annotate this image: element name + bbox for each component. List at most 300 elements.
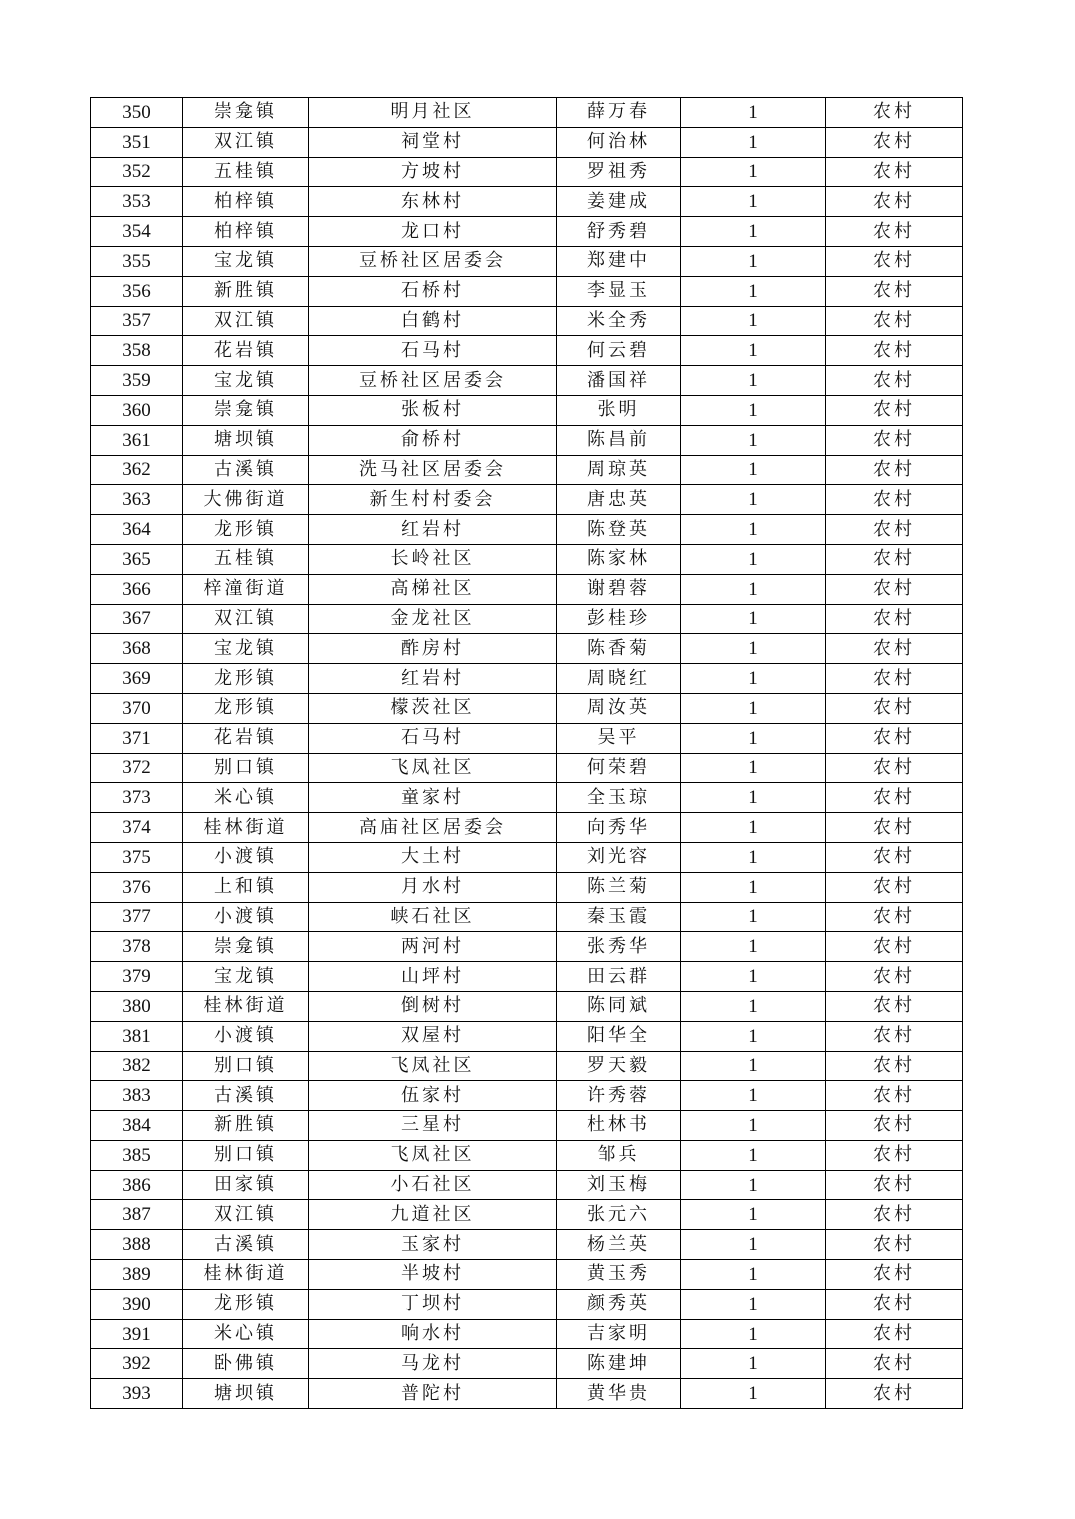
town-cell: 崇龛镇 bbox=[183, 932, 309, 962]
category-cell: 农村 bbox=[826, 753, 963, 783]
name-cell: 郑建中 bbox=[557, 246, 681, 276]
count-cell: 1 bbox=[681, 455, 826, 485]
name-cell: 吉家明 bbox=[557, 1319, 681, 1349]
town-cell: 大佛街道 bbox=[183, 485, 309, 515]
row-number-cell: 367 bbox=[91, 604, 183, 634]
count-cell: 1 bbox=[681, 1111, 826, 1141]
village-cell: 檬茨社区 bbox=[309, 693, 557, 723]
row-number-cell: 391 bbox=[91, 1319, 183, 1349]
count-cell: 1 bbox=[681, 1230, 826, 1260]
row-number-cell: 386 bbox=[91, 1170, 183, 1200]
name-cell: 唐忠英 bbox=[557, 485, 681, 515]
table-row bbox=[91, 693, 963, 723]
village-cell: 豆桥社区居委会 bbox=[309, 246, 557, 276]
category-cell: 农村 bbox=[826, 425, 963, 455]
village-cell: 月水村 bbox=[309, 872, 557, 902]
town-cell: 古溪镇 bbox=[183, 1230, 309, 1260]
category-cell: 农村 bbox=[826, 366, 963, 396]
category-cell: 农村 bbox=[826, 723, 963, 753]
name-cell: 周琼英 bbox=[557, 455, 681, 485]
table-row bbox=[91, 813, 963, 843]
category-cell: 农村 bbox=[826, 1230, 963, 1260]
count-cell: 1 bbox=[681, 991, 826, 1021]
count-cell: 1 bbox=[681, 842, 826, 872]
count-cell: 1 bbox=[681, 872, 826, 902]
village-cell: 红岩村 bbox=[309, 515, 557, 545]
name-cell: 米全秀 bbox=[557, 306, 681, 336]
name-cell: 向秀华 bbox=[557, 813, 681, 843]
name-cell: 姜建成 bbox=[557, 187, 681, 217]
row-number-cell: 376 bbox=[91, 872, 183, 902]
village-cell: 响水村 bbox=[309, 1319, 557, 1349]
town-cell: 柏梓镇 bbox=[183, 187, 309, 217]
village-cell: 新生村村委会 bbox=[309, 485, 557, 515]
village-cell: 童家村 bbox=[309, 783, 557, 813]
town-cell: 双江镇 bbox=[183, 306, 309, 336]
row-number-cell: 354 bbox=[91, 217, 183, 247]
village-cell: 伍家村 bbox=[309, 1081, 557, 1111]
name-cell: 黄玉秀 bbox=[557, 1260, 681, 1290]
village-cell: 张板村 bbox=[309, 395, 557, 425]
table-row bbox=[91, 98, 963, 128]
count-cell: 1 bbox=[681, 246, 826, 276]
table-row bbox=[91, 962, 963, 992]
category-cell: 农村 bbox=[826, 574, 963, 604]
village-cell: 飞凤社区 bbox=[309, 753, 557, 783]
village-cell: 红岩村 bbox=[309, 664, 557, 694]
category-cell: 农村 bbox=[826, 1379, 963, 1409]
name-cell: 陈昌前 bbox=[557, 425, 681, 455]
name-cell: 何治林 bbox=[557, 127, 681, 157]
table-row bbox=[91, 1170, 963, 1200]
village-cell: 丁坝村 bbox=[309, 1289, 557, 1319]
village-cell: 山坪村 bbox=[309, 962, 557, 992]
count-cell: 1 bbox=[681, 604, 826, 634]
category-cell: 农村 bbox=[826, 842, 963, 872]
count-cell: 1 bbox=[681, 1319, 826, 1349]
count-cell: 1 bbox=[681, 157, 826, 187]
village-cell: 马龙村 bbox=[309, 1349, 557, 1379]
name-cell: 秦玉霞 bbox=[557, 902, 681, 932]
town-cell: 崇龛镇 bbox=[183, 98, 309, 128]
row-number-cell: 380 bbox=[91, 991, 183, 1021]
count-cell: 1 bbox=[681, 425, 826, 455]
count-cell: 1 bbox=[681, 783, 826, 813]
town-cell: 梓潼街道 bbox=[183, 574, 309, 604]
count-cell: 1 bbox=[681, 932, 826, 962]
count-cell: 1 bbox=[681, 634, 826, 664]
row-number-cell: 359 bbox=[91, 366, 183, 396]
count-cell: 1 bbox=[681, 127, 826, 157]
village-cell: 高庙社区居委会 bbox=[309, 813, 557, 843]
village-cell: 高梯社区 bbox=[309, 574, 557, 604]
town-cell: 宝龙镇 bbox=[183, 962, 309, 992]
table-row bbox=[91, 1230, 963, 1260]
table-row bbox=[91, 1319, 963, 1349]
table-row bbox=[91, 455, 963, 485]
row-number-cell: 378 bbox=[91, 932, 183, 962]
row-number-cell: 353 bbox=[91, 187, 183, 217]
count-cell: 1 bbox=[681, 187, 826, 217]
category-cell: 农村 bbox=[826, 127, 963, 157]
town-cell: 小渡镇 bbox=[183, 902, 309, 932]
row-number-cell: 351 bbox=[91, 127, 183, 157]
village-cell: 倒树村 bbox=[309, 991, 557, 1021]
category-cell: 农村 bbox=[826, 157, 963, 187]
name-cell: 全玉琼 bbox=[557, 783, 681, 813]
town-cell: 崇龛镇 bbox=[183, 395, 309, 425]
village-cell: 金龙社区 bbox=[309, 604, 557, 634]
row-number-cell: 363 bbox=[91, 485, 183, 515]
table-row bbox=[91, 783, 963, 813]
name-cell: 田云群 bbox=[557, 962, 681, 992]
count-cell: 1 bbox=[681, 902, 826, 932]
row-number-cell: 377 bbox=[91, 902, 183, 932]
category-cell: 农村 bbox=[826, 991, 963, 1021]
name-cell: 张秀华 bbox=[557, 932, 681, 962]
table-row bbox=[91, 574, 963, 604]
town-cell: 柏梓镇 bbox=[183, 217, 309, 247]
table-row bbox=[91, 902, 963, 932]
count-cell: 1 bbox=[681, 336, 826, 366]
name-cell: 薛万春 bbox=[557, 98, 681, 128]
row-number-cell: 382 bbox=[91, 1051, 183, 1081]
name-cell: 张明 bbox=[557, 395, 681, 425]
count-cell: 1 bbox=[681, 366, 826, 396]
town-cell: 米心镇 bbox=[183, 783, 309, 813]
category-cell: 农村 bbox=[826, 306, 963, 336]
name-cell: 陈家林 bbox=[557, 544, 681, 574]
table-row bbox=[91, 1081, 963, 1111]
village-cell: 双屋村 bbox=[309, 1021, 557, 1051]
count-cell: 1 bbox=[681, 664, 826, 694]
village-cell: 峡石社区 bbox=[309, 902, 557, 932]
category-cell: 农村 bbox=[826, 664, 963, 694]
town-cell: 龙形镇 bbox=[183, 693, 309, 723]
name-cell: 李显玉 bbox=[557, 276, 681, 306]
count-cell: 1 bbox=[681, 1170, 826, 1200]
name-cell: 阳华全 bbox=[557, 1021, 681, 1051]
name-cell: 陈兰菊 bbox=[557, 872, 681, 902]
village-cell: 俞桥村 bbox=[309, 425, 557, 455]
village-cell: 酢房村 bbox=[309, 634, 557, 664]
village-cell: 豆桥社区居委会 bbox=[309, 366, 557, 396]
town-cell: 宝龙镇 bbox=[183, 366, 309, 396]
town-cell: 宝龙镇 bbox=[183, 634, 309, 664]
row-number-cell: 370 bbox=[91, 693, 183, 723]
count-cell: 1 bbox=[681, 1260, 826, 1290]
table-row bbox=[91, 306, 963, 336]
village-cell: 三星村 bbox=[309, 1111, 557, 1141]
table-row bbox=[91, 872, 963, 902]
table-row bbox=[91, 366, 963, 396]
row-number-cell: 389 bbox=[91, 1260, 183, 1290]
town-cell: 小渡镇 bbox=[183, 1021, 309, 1051]
count-cell: 1 bbox=[681, 1081, 826, 1111]
name-cell: 罗祖秀 bbox=[557, 157, 681, 187]
row-number-cell: 373 bbox=[91, 783, 183, 813]
town-cell: 塘坝镇 bbox=[183, 1379, 309, 1409]
category-cell: 农村 bbox=[826, 515, 963, 545]
category-cell: 农村 bbox=[826, 1170, 963, 1200]
table-row bbox=[91, 217, 963, 247]
village-cell: 方坡村 bbox=[309, 157, 557, 187]
category-cell: 农村 bbox=[826, 395, 963, 425]
category-cell: 农村 bbox=[826, 1349, 963, 1379]
town-cell: 桂林街道 bbox=[183, 813, 309, 843]
row-number-cell: 371 bbox=[91, 723, 183, 753]
category-cell: 农村 bbox=[826, 1319, 963, 1349]
table-row bbox=[91, 246, 963, 276]
count-cell: 1 bbox=[681, 574, 826, 604]
table-row bbox=[91, 1051, 963, 1081]
count-cell: 1 bbox=[681, 217, 826, 247]
village-cell: 大土村 bbox=[309, 842, 557, 872]
count-cell: 1 bbox=[681, 693, 826, 723]
table-body bbox=[91, 98, 963, 1409]
table-row bbox=[91, 395, 963, 425]
village-cell: 明月社区 bbox=[309, 98, 557, 128]
name-cell: 杨兰英 bbox=[557, 1230, 681, 1260]
count-cell: 1 bbox=[681, 1289, 826, 1319]
row-number-cell: 381 bbox=[91, 1021, 183, 1051]
row-number-cell: 388 bbox=[91, 1230, 183, 1260]
category-cell: 农村 bbox=[826, 813, 963, 843]
table-row bbox=[91, 157, 963, 187]
category-cell: 农村 bbox=[826, 902, 963, 932]
table-row bbox=[91, 991, 963, 1021]
town-cell: 龙形镇 bbox=[183, 664, 309, 694]
count-cell: 1 bbox=[681, 1051, 826, 1081]
count-cell: 1 bbox=[681, 98, 826, 128]
count-cell: 1 bbox=[681, 1200, 826, 1230]
town-cell: 五桂镇 bbox=[183, 157, 309, 187]
table-row bbox=[91, 723, 963, 753]
row-number-cell: 360 bbox=[91, 395, 183, 425]
name-cell: 杜林书 bbox=[557, 1111, 681, 1141]
table-row bbox=[91, 336, 963, 366]
table-row bbox=[91, 485, 963, 515]
category-cell: 农村 bbox=[826, 217, 963, 247]
town-cell: 田家镇 bbox=[183, 1170, 309, 1200]
category-cell: 农村 bbox=[826, 336, 963, 366]
category-cell: 农村 bbox=[826, 276, 963, 306]
count-cell: 1 bbox=[681, 544, 826, 574]
row-number-cell: 384 bbox=[91, 1111, 183, 1141]
category-cell: 农村 bbox=[826, 932, 963, 962]
category-cell: 农村 bbox=[826, 634, 963, 664]
table-row bbox=[91, 1140, 963, 1170]
village-cell: 龙口村 bbox=[309, 217, 557, 247]
row-number-cell: 365 bbox=[91, 544, 183, 574]
town-cell: 桂林街道 bbox=[183, 991, 309, 1021]
category-cell: 农村 bbox=[826, 455, 963, 485]
category-cell: 农村 bbox=[826, 1200, 963, 1230]
table-row bbox=[91, 187, 963, 217]
row-number-cell: 383 bbox=[91, 1081, 183, 1111]
row-number-cell: 358 bbox=[91, 336, 183, 366]
name-cell: 张元六 bbox=[557, 1200, 681, 1230]
count-cell: 1 bbox=[681, 1379, 826, 1409]
row-number-cell: 366 bbox=[91, 574, 183, 604]
category-cell: 农村 bbox=[826, 1260, 963, 1290]
category-cell: 农村 bbox=[826, 1051, 963, 1081]
name-cell: 周晓红 bbox=[557, 664, 681, 694]
name-cell: 刘玉梅 bbox=[557, 1170, 681, 1200]
category-cell: 农村 bbox=[826, 1081, 963, 1111]
count-cell: 1 bbox=[681, 962, 826, 992]
category-cell: 农村 bbox=[826, 962, 963, 992]
name-cell: 黄华贵 bbox=[557, 1379, 681, 1409]
village-cell: 洗马社区居委会 bbox=[309, 455, 557, 485]
name-cell: 陈建坤 bbox=[557, 1349, 681, 1379]
town-cell: 上和镇 bbox=[183, 872, 309, 902]
town-cell: 别口镇 bbox=[183, 1051, 309, 1081]
row-number-cell: 387 bbox=[91, 1200, 183, 1230]
name-cell: 何云碧 bbox=[557, 336, 681, 366]
category-cell: 农村 bbox=[826, 783, 963, 813]
name-cell: 彭桂珍 bbox=[557, 604, 681, 634]
town-cell: 米心镇 bbox=[183, 1319, 309, 1349]
row-number-cell: 369 bbox=[91, 664, 183, 694]
town-cell: 别口镇 bbox=[183, 1140, 309, 1170]
row-number-cell: 356 bbox=[91, 276, 183, 306]
table-row bbox=[91, 276, 963, 306]
village-cell: 东林村 bbox=[309, 187, 557, 217]
town-cell: 龙形镇 bbox=[183, 515, 309, 545]
category-cell: 农村 bbox=[826, 604, 963, 634]
row-number-cell: 375 bbox=[91, 842, 183, 872]
table-row bbox=[91, 604, 963, 634]
village-cell: 两河村 bbox=[309, 932, 557, 962]
row-number-cell: 372 bbox=[91, 753, 183, 783]
town-cell: 桂林街道 bbox=[183, 1260, 309, 1290]
category-cell: 农村 bbox=[826, 1021, 963, 1051]
village-cell: 半坡村 bbox=[309, 1260, 557, 1290]
count-cell: 1 bbox=[681, 306, 826, 336]
recipient-table bbox=[90, 97, 963, 1409]
name-cell: 罗天毅 bbox=[557, 1051, 681, 1081]
category-cell: 农村 bbox=[826, 1289, 963, 1319]
table-row bbox=[91, 1021, 963, 1051]
village-cell: 普陀村 bbox=[309, 1379, 557, 1409]
table-row bbox=[91, 515, 963, 545]
table-row bbox=[91, 634, 963, 664]
table-row bbox=[91, 544, 963, 574]
table-row bbox=[91, 1289, 963, 1319]
table-row bbox=[91, 842, 963, 872]
count-cell: 1 bbox=[681, 1140, 826, 1170]
count-cell: 1 bbox=[681, 723, 826, 753]
count-cell: 1 bbox=[681, 1021, 826, 1051]
town-cell: 双江镇 bbox=[183, 127, 309, 157]
table-row bbox=[91, 1260, 963, 1290]
village-cell: 石马村 bbox=[309, 336, 557, 366]
category-cell: 农村 bbox=[826, 693, 963, 723]
table-row bbox=[91, 1111, 963, 1141]
town-cell: 双江镇 bbox=[183, 604, 309, 634]
count-cell: 1 bbox=[681, 1349, 826, 1379]
town-cell: 花岩镇 bbox=[183, 723, 309, 753]
category-cell: 农村 bbox=[826, 485, 963, 515]
category-cell: 农村 bbox=[826, 872, 963, 902]
name-cell: 颜秀英 bbox=[557, 1289, 681, 1319]
town-cell: 双江镇 bbox=[183, 1200, 309, 1230]
row-number-cell: 362 bbox=[91, 455, 183, 485]
table-row bbox=[91, 932, 963, 962]
name-cell: 谢碧蓉 bbox=[557, 574, 681, 604]
name-cell: 刘光容 bbox=[557, 842, 681, 872]
row-number-cell: 374 bbox=[91, 813, 183, 843]
count-cell: 1 bbox=[681, 813, 826, 843]
town-cell: 宝龙镇 bbox=[183, 246, 309, 276]
town-cell: 古溪镇 bbox=[183, 455, 309, 485]
table-row bbox=[91, 1379, 963, 1409]
town-cell: 小渡镇 bbox=[183, 842, 309, 872]
village-cell: 玉家村 bbox=[309, 1230, 557, 1260]
category-cell: 农村 bbox=[826, 1140, 963, 1170]
village-cell: 石桥村 bbox=[309, 276, 557, 306]
row-number-cell: 385 bbox=[91, 1140, 183, 1170]
village-cell: 飞凤社区 bbox=[309, 1051, 557, 1081]
row-number-cell: 350 bbox=[91, 98, 183, 128]
village-cell: 白鹤村 bbox=[309, 306, 557, 336]
town-cell: 五桂镇 bbox=[183, 544, 309, 574]
count-cell: 1 bbox=[681, 395, 826, 425]
table-row bbox=[91, 127, 963, 157]
table-row bbox=[91, 753, 963, 783]
name-cell: 潘国祥 bbox=[557, 366, 681, 396]
count-cell: 1 bbox=[681, 485, 826, 515]
category-cell: 农村 bbox=[826, 246, 963, 276]
village-cell: 小石社区 bbox=[309, 1170, 557, 1200]
town-cell: 龙形镇 bbox=[183, 1289, 309, 1319]
name-cell: 舒秀碧 bbox=[557, 217, 681, 247]
name-cell: 许秀蓉 bbox=[557, 1081, 681, 1111]
town-cell: 新胜镇 bbox=[183, 1111, 309, 1141]
village-cell: 九道社区 bbox=[309, 1200, 557, 1230]
town-cell: 卧佛镇 bbox=[183, 1349, 309, 1379]
row-number-cell: 390 bbox=[91, 1289, 183, 1319]
name-cell: 吴平 bbox=[557, 723, 681, 753]
name-cell: 陈香菊 bbox=[557, 634, 681, 664]
town-cell: 别口镇 bbox=[183, 753, 309, 783]
row-number-cell: 355 bbox=[91, 246, 183, 276]
category-cell: 农村 bbox=[826, 544, 963, 574]
name-cell: 陈登英 bbox=[557, 515, 681, 545]
category-cell: 农村 bbox=[826, 187, 963, 217]
row-number-cell: 392 bbox=[91, 1349, 183, 1379]
row-number-cell: 357 bbox=[91, 306, 183, 336]
name-cell: 邹兵 bbox=[557, 1140, 681, 1170]
table-row bbox=[91, 425, 963, 455]
village-cell: 祠堂村 bbox=[309, 127, 557, 157]
town-cell: 花岩镇 bbox=[183, 336, 309, 366]
name-cell: 周汝英 bbox=[557, 693, 681, 723]
count-cell: 1 bbox=[681, 753, 826, 783]
category-cell: 农村 bbox=[826, 98, 963, 128]
row-number-cell: 379 bbox=[91, 962, 183, 992]
table-row bbox=[91, 1349, 963, 1379]
village-cell: 石马村 bbox=[309, 723, 557, 753]
table-row bbox=[91, 1200, 963, 1230]
row-number-cell: 368 bbox=[91, 634, 183, 664]
row-number-cell: 352 bbox=[91, 157, 183, 187]
village-cell: 长岭社区 bbox=[309, 544, 557, 574]
count-cell: 1 bbox=[681, 276, 826, 306]
town-cell: 古溪镇 bbox=[183, 1081, 309, 1111]
table-row bbox=[91, 664, 963, 694]
